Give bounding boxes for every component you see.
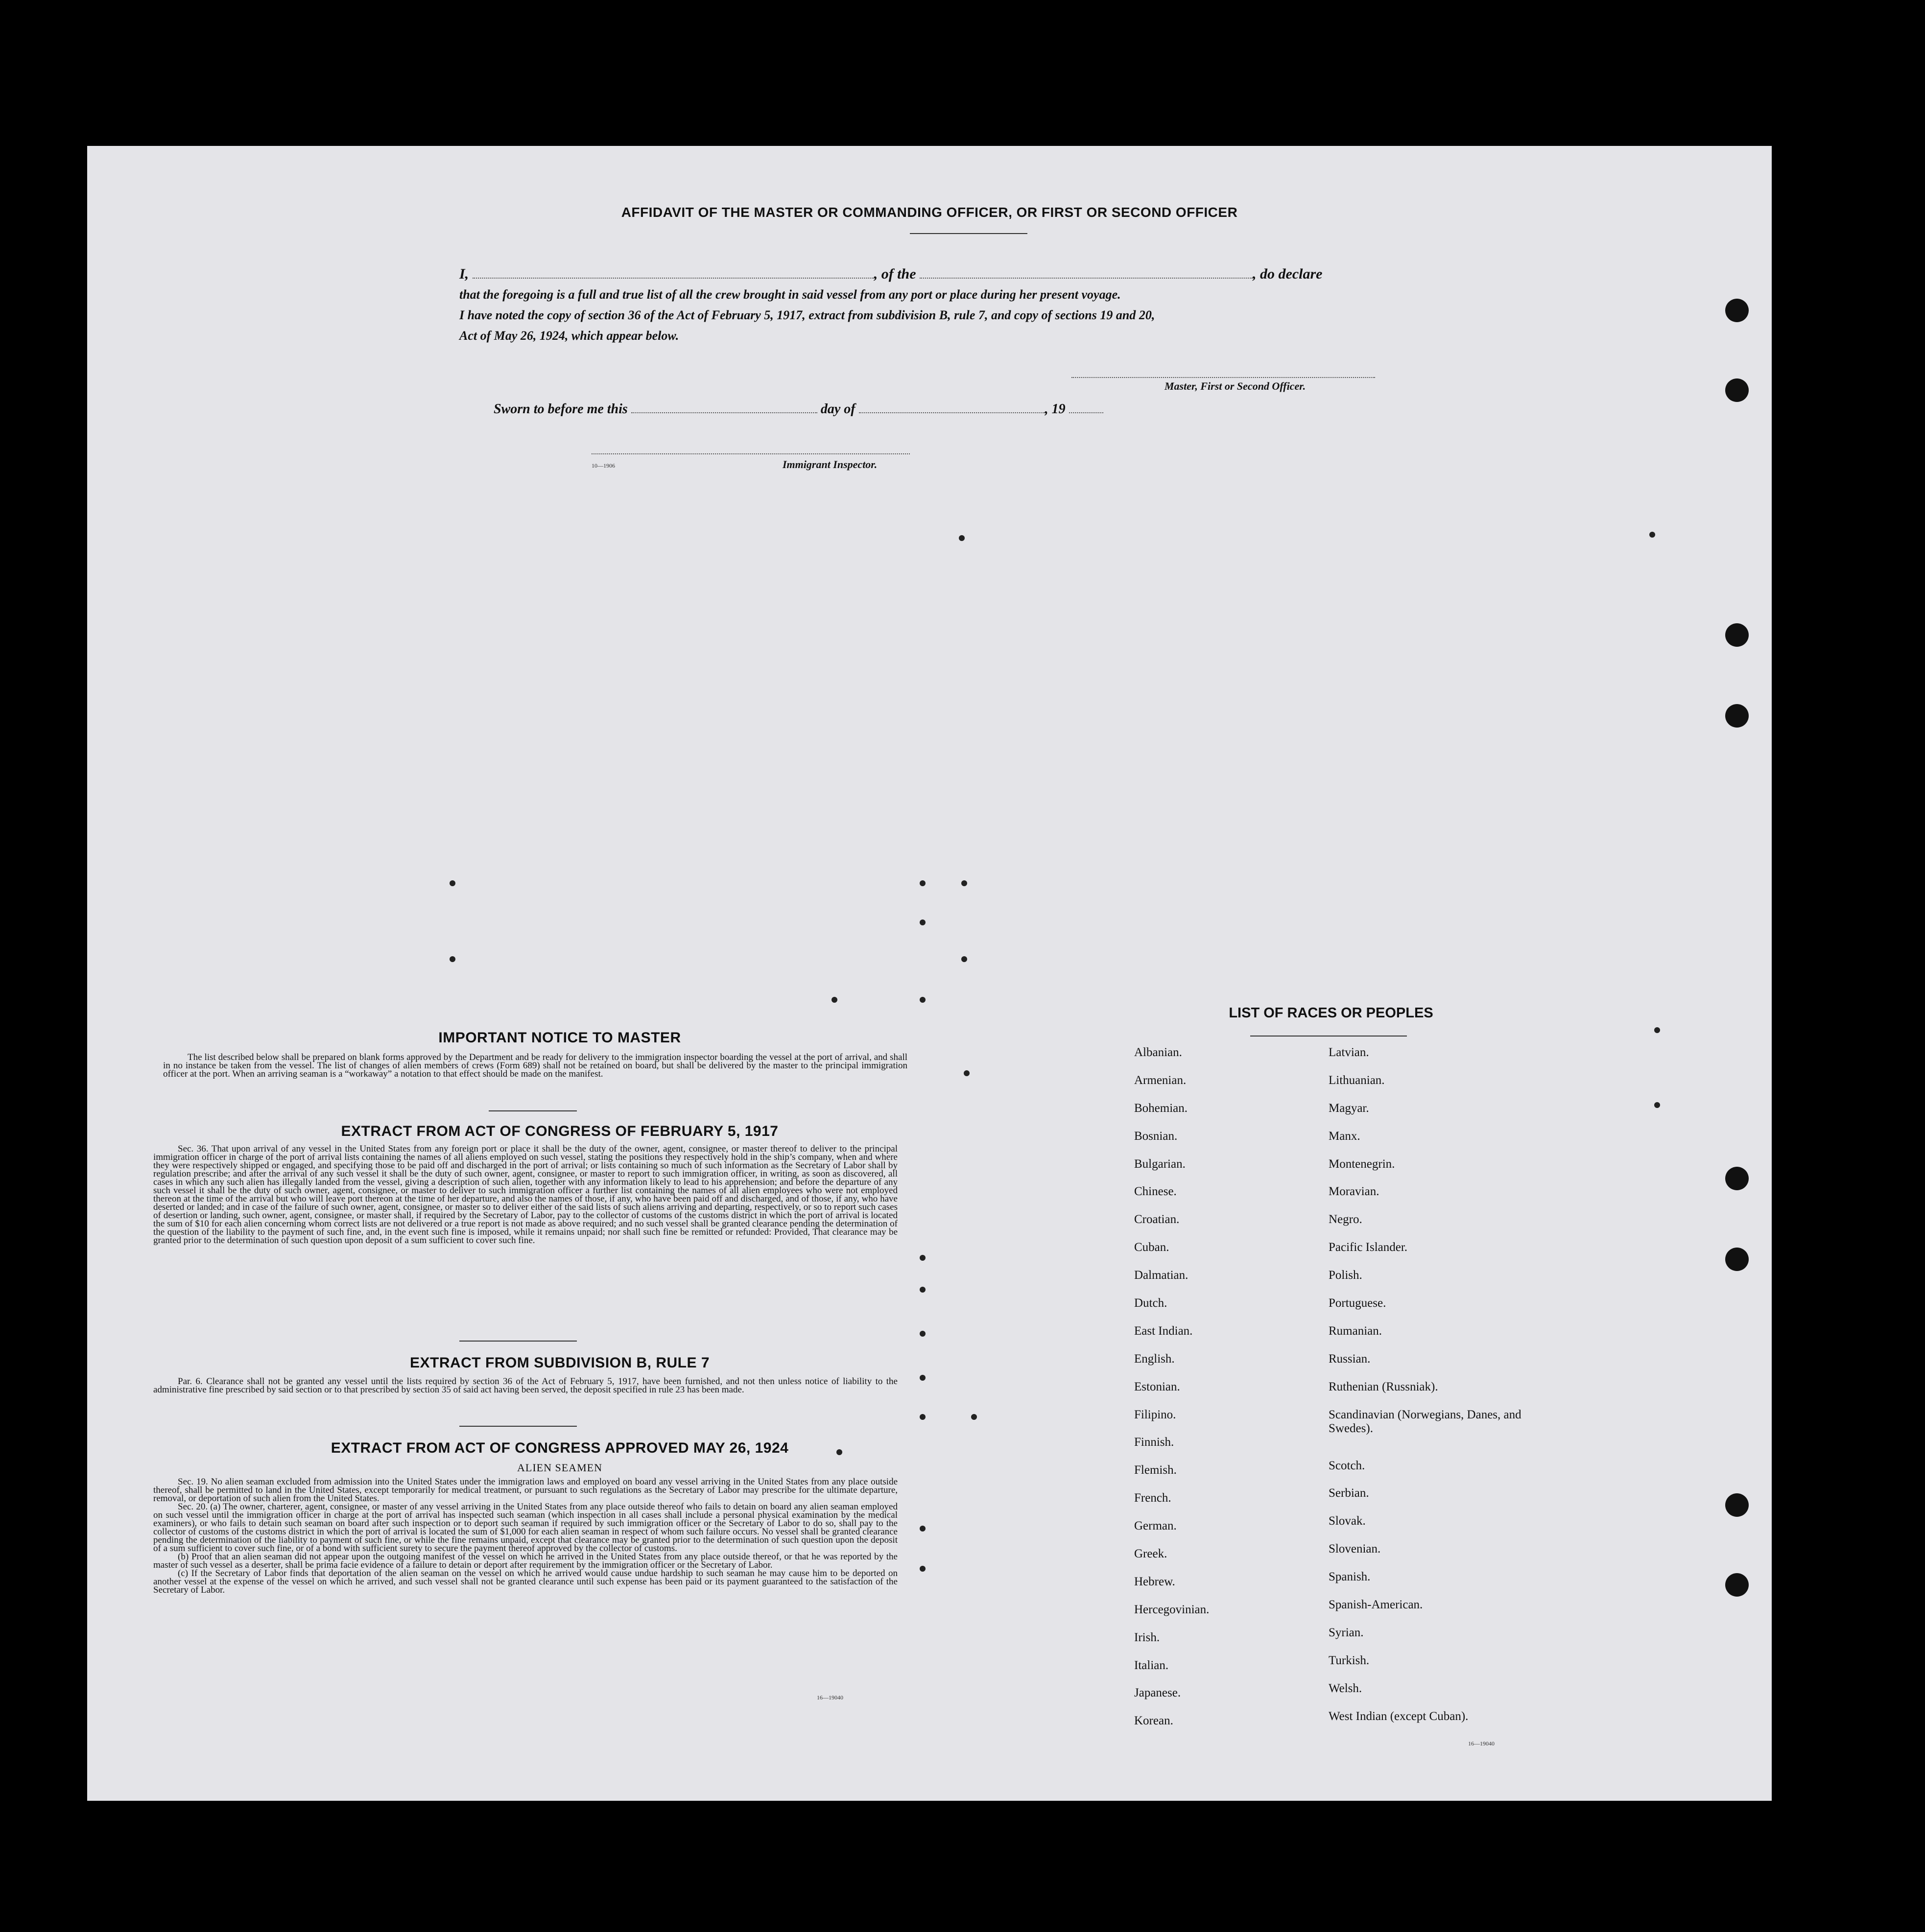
binder-hole	[1725, 623, 1749, 647]
race-item: Lithuanian.	[1329, 1073, 1385, 1087]
race-item: Turkish.	[1329, 1653, 1370, 1667]
affidavit-title: AFFIDAVIT OF THE MASTER OR COMMANDING OFFICER, OR FIRST OR SECOND OFFICER	[621, 205, 1238, 220]
speck	[832, 997, 837, 1003]
race-item: Moravian.	[1329, 1185, 1379, 1199]
race-item: Ruthenian (Russniak).	[1329, 1380, 1438, 1393]
inspector-form-code: 10—1906	[592, 462, 615, 469]
section-divider	[489, 1110, 577, 1111]
races-title: LIST OF RACES OR PEOPLES	[1229, 1005, 1433, 1021]
sworn-year-blank[interactable]	[1069, 401, 1103, 413]
title-underline	[910, 233, 1027, 234]
sworn-day-label: day of	[820, 401, 856, 417]
speck	[971, 1414, 977, 1420]
rule-7-text	[153, 1377, 898, 1394]
affidavit-of-the: , of the	[874, 266, 916, 282]
notice-title: IMPORTANT NOTICE TO MASTER	[438, 1030, 681, 1046]
notice-text	[163, 1053, 907, 1078]
race-item: Flemish.	[1134, 1463, 1177, 1477]
affidavit-i: I,	[459, 266, 469, 282]
race-item: Bohemian.	[1134, 1101, 1188, 1115]
section-20a-paragraph: Sec. 20. (a) The owner, charterer, agent, consignee, or master of any vessel arriving in the United States from any place outside thereof who fails to detain on board any alien seaman employed on such vessel until the immigration officer in charge at the port of arrival has inspected such seaman (which inspection in all cases shall include a personal physical examination by the medical examiners), or who fails to detain such seaman on board after such inspection or to deport such seaman if required by such immigration officer or the Secretary of Labor to do so, shall pay to the collector of customs of the customs district in which the port of arrival is located the sum of $1,000 for each alien seaman in respect of whom such failure occurs. No vessel shall be granted clearance pending the determination of the liability to payment of such fine, or while the fine remains unpaid, except that clearance may be granted prior to the determination of such question upon the deposit of a sum sufficient to cover such fine, or of a bond with sufficient surety to secure the payment thereof approved by the collector of customs.	[153, 1502, 898, 1554]
races-form-code: 16—19040	[1468, 1740, 1495, 1747]
master-signature-caption: Master, First or Second Officer.	[1165, 380, 1306, 392]
rule-7-title: EXTRACT FROM SUBDIVISION B, RULE 7	[409, 1355, 710, 1371]
race-item: Spanish-American.	[1329, 1598, 1423, 1612]
race-item: Serbian.	[1329, 1486, 1369, 1500]
race-item: Slovenian.	[1329, 1542, 1381, 1556]
race-item: Russian.	[1329, 1352, 1371, 1366]
speck	[450, 956, 455, 962]
race-item: Montenegrin.	[1329, 1157, 1395, 1171]
race-item: Cuban.	[1134, 1241, 1169, 1254]
binder-hole	[1725, 378, 1749, 402]
speck	[961, 956, 967, 962]
affidavit-line-2: that the foregoing is a full and true list of all the crew brought in said vessel from any port or place during her present voyage.	[459, 287, 1121, 302]
race-item: Magyar.	[1329, 1101, 1369, 1115]
speck	[920, 1526, 926, 1531]
race-item: Filipino.	[1134, 1408, 1176, 1421]
speck	[920, 1375, 926, 1381]
extract-1924-text	[153, 1478, 898, 1594]
race-item: German.	[1134, 1519, 1177, 1533]
rule-7-paragraph: Par. 6. Clearance shall not be granted any vessel until the lists required by section 36 of the Act of February 5, 1917, have been furnished, and not then unless notice of liability to the administrative fine prescribed by said section or to that prescribed by section 35 of said act having been served, the deposit specified in rule 23 has been made.	[153, 1376, 898, 1395]
speck	[920, 919, 926, 925]
speck	[920, 997, 926, 1003]
speck	[961, 880, 967, 886]
race-item: Armenian.	[1134, 1073, 1187, 1087]
speck	[920, 1287, 926, 1293]
race-item: Irish.	[1134, 1630, 1160, 1644]
race-item: Latvian.	[1329, 1046, 1369, 1059]
inspector-signature-line[interactable]	[592, 453, 910, 454]
race-item: Estonian.	[1134, 1380, 1180, 1393]
speck	[920, 1566, 926, 1572]
sworn-prefix: Sworn to before me this	[494, 401, 628, 417]
section-20b-paragraph: (b) Proof that an alien seaman did not appear upon the outgoing manifest of the vessel on which he arrived in the United States from any place outside thereof, or that he was reported by the master of such vessel as a deserter, shall be prima facie evidence of a failure to detain or deport after requirement by the immigration officer or the Secretary of Labor.	[153, 1552, 898, 1570]
officer-name-blank[interactable]	[473, 266, 874, 279]
binder-hole	[1725, 1493, 1749, 1517]
binder-hole	[1725, 1167, 1749, 1190]
binder-hole	[1725, 1248, 1749, 1271]
binder-hole	[1725, 704, 1749, 728]
alien-seamen-subtitle: ALIEN SEAMEN	[517, 1461, 602, 1474]
races-left-column	[1134, 1046, 1209, 1742]
affidavit-line-3: I have noted the copy of section 36 of the Act of February 5, 1917, extract from subdivision B, rule 7, and copy of sections 19 and 20,	[459, 308, 1155, 322]
speck	[964, 1070, 970, 1076]
race-item: Rumanian.	[1329, 1324, 1382, 1338]
race-item: Bulgarian.	[1134, 1157, 1186, 1171]
affidavit-line-1	[459, 263, 1463, 285]
sworn-day-blank[interactable]	[631, 401, 817, 413]
race-item: Finnish.	[1134, 1436, 1174, 1449]
extract-1924-title: EXTRACT FROM ACT OF CONGRESS APPROVED MAY 26, 1924	[331, 1440, 789, 1456]
speck	[920, 1414, 926, 1420]
race-item: West Indian (except Cuban).	[1329, 1709, 1469, 1723]
race-item: Italian.	[1134, 1658, 1169, 1672]
speck	[920, 1255, 926, 1261]
race-item: Polish.	[1329, 1269, 1362, 1282]
race-item: Syrian.	[1329, 1626, 1364, 1639]
race-item: Korean.	[1134, 1714, 1173, 1728]
race-item: Manx.	[1329, 1129, 1360, 1143]
notice-paragraph: The list described below shall be prepared on blank forms approved by the Department and be ready for delivery to the immigration inspector boarding the vessel at the port of arrival, and shall in no instance be taken from the vessel. The list of changes of alien members of crews (Form 689) shall not be retained on board, but shall be delivered by the master to the principal immigration officer at the port. When an arriving seaman is a “workaway” a notation to that effect should be made on the manifest.	[163, 1052, 907, 1079]
binder-hole	[1725, 299, 1749, 322]
extract-form-code: 16—19040	[817, 1694, 843, 1701]
race-item: East Indian.	[1134, 1324, 1193, 1338]
speck	[920, 1331, 926, 1337]
vessel-name-blank[interactable]	[920, 266, 1253, 279]
affidavit-line-4: Act of May 26, 1924, which appear below.	[459, 329, 679, 343]
section-36-paragraph: Sec. 36. That upon arrival of any vessel in the United States from any foreign port or place it shall be the duty of the owner, agent, consignee, or master thereof to deliver to the principal immigration officer in charge of the port of arrival lists containing the names of all aliens employed on such vessel, stating the positions they respectively hold in the ship’s company, when and where they were respectively shipped or engaged, and specifying those to be paid off and discharged in the port of arrival; or lists containing so much of such information as the Secretary of Labor shall by regulation prescribe; and after the arrival of any such vessel it shall be the duty of such owner, agent, consignee, or master to report to such immigration officer, in writing, as soon as discovered, all cases in which any such alien has illegally landed from the vessel, giving a description of such alien, together with any information likely to lead to his apprehension; and before the departure of any such vessel it shall be the duty of such owner, agent, consignee, or master to deliver to such immigration officer a further list containing the names of all alien employees who were not employed thereon at the time of the arrival but who will leave port thereon at the time of her departure, and also the names of those, if any, who have been paid off and discharged, and of those, if any, who have deserted or landed; and in case of the failure of such owner, agent, consignee, or master so to deliver either of the said lists of such aliens arriving and departing, respectively, or so to report such cases of desertion or landing, such owner, agent, consignee, or master shall, if required by the Secretary of Labor, pay to the collector of customs of the customs district in which the port of arrival is located the sum of $10 for each alien concerning whom correct lists are not delivered or a true report is not made as above required; and no such vessel shall be granted clearance pending the determination of the question of the liability to the payment of such fine, and, in the event such fine is imposed, while it remains unpaid; nor shall such fine be remitted or refunded: Provided, That clearance may be granted prior to the determination of such question upon deposit of a sum sufficient to cover such fine.	[153, 1144, 898, 1246]
binder-hole	[1725, 1573, 1749, 1597]
inspector-caption: Immigrant Inspector.	[783, 458, 878, 471]
section-19-paragraph: Sec. 19. No alien seaman excluded from admission into the United States under the immigration laws and employed on board any vessel arriving in the United States from any place outside thereof, shall be permitted to land in the United States, except temporarily for medical treatment, or pursuant to such regulations as the Secretary of Labor may prescribe for the ultimate departure, removal, or deportation of such alien from the United States.	[153, 1477, 898, 1504]
speck	[1654, 1102, 1660, 1108]
speck	[920, 880, 926, 886]
sworn-month-blank[interactable]	[859, 401, 1045, 413]
race-item: Scotch.	[1329, 1459, 1365, 1472]
extract-1917-title: EXTRACT FROM ACT OF CONGRESS OF FEBRUARY 5, 1917	[341, 1123, 779, 1139]
races-right-column	[1329, 1046, 1534, 1737]
race-item: Chinese.	[1134, 1185, 1177, 1199]
race-item: Croatian.	[1134, 1213, 1180, 1226]
races-title-underline	[1250, 1036, 1407, 1037]
race-item: Dutch.	[1134, 1296, 1167, 1310]
race-item: English.	[1134, 1352, 1175, 1366]
section-20c-paragraph: (c) If the Secretary of Labor finds that deportation of the alien seaman on the vessel on which he arrived would cause undue hardship to such seaman he may cause him to be deported on another vessel at the expense of the vessel on which he arrived, and such vessel shall not be granted clearance until such expense has been paid or its payment guaranteed to the satisfaction of the Secretary of Labor.	[153, 1568, 898, 1595]
speck	[450, 880, 455, 886]
race-item: Bosnian.	[1134, 1129, 1178, 1143]
document-page	[87, 146, 1772, 1801]
race-item: Negro.	[1329, 1213, 1362, 1226]
affidavit-do-declare: , do declare	[1253, 266, 1323, 282]
race-item: Dalmatian.	[1134, 1269, 1188, 1282]
master-signature-line[interactable]	[1071, 377, 1375, 378]
race-item: Albanian.	[1134, 1046, 1182, 1059]
sworn-statement	[494, 401, 1103, 417]
race-item: French.	[1134, 1491, 1171, 1505]
race-item: Slovak.	[1329, 1514, 1366, 1528]
speck	[1649, 532, 1655, 538]
sworn-year-label: , 19	[1045, 401, 1066, 417]
section-divider	[459, 1341, 577, 1342]
race-item: Portuguese.	[1329, 1296, 1386, 1310]
speck	[959, 535, 965, 541]
race-item: Spanish.	[1329, 1570, 1371, 1584]
race-item: Pacific Islander.	[1329, 1241, 1408, 1254]
race-item: Welsh.	[1329, 1681, 1362, 1695]
race-item: Japanese.	[1134, 1686, 1181, 1700]
speck	[836, 1449, 842, 1455]
extract-1917-text	[153, 1145, 898, 1245]
race-item: Greek.	[1134, 1547, 1167, 1561]
race-item: Scandinavian (Norwegians, Danes, and Swedes).	[1329, 1408, 1521, 1435]
section-divider	[459, 1426, 577, 1427]
race-item: Hercegovinian.	[1134, 1602, 1210, 1616]
race-item: Hebrew.	[1134, 1575, 1175, 1588]
speck	[1654, 1027, 1660, 1033]
